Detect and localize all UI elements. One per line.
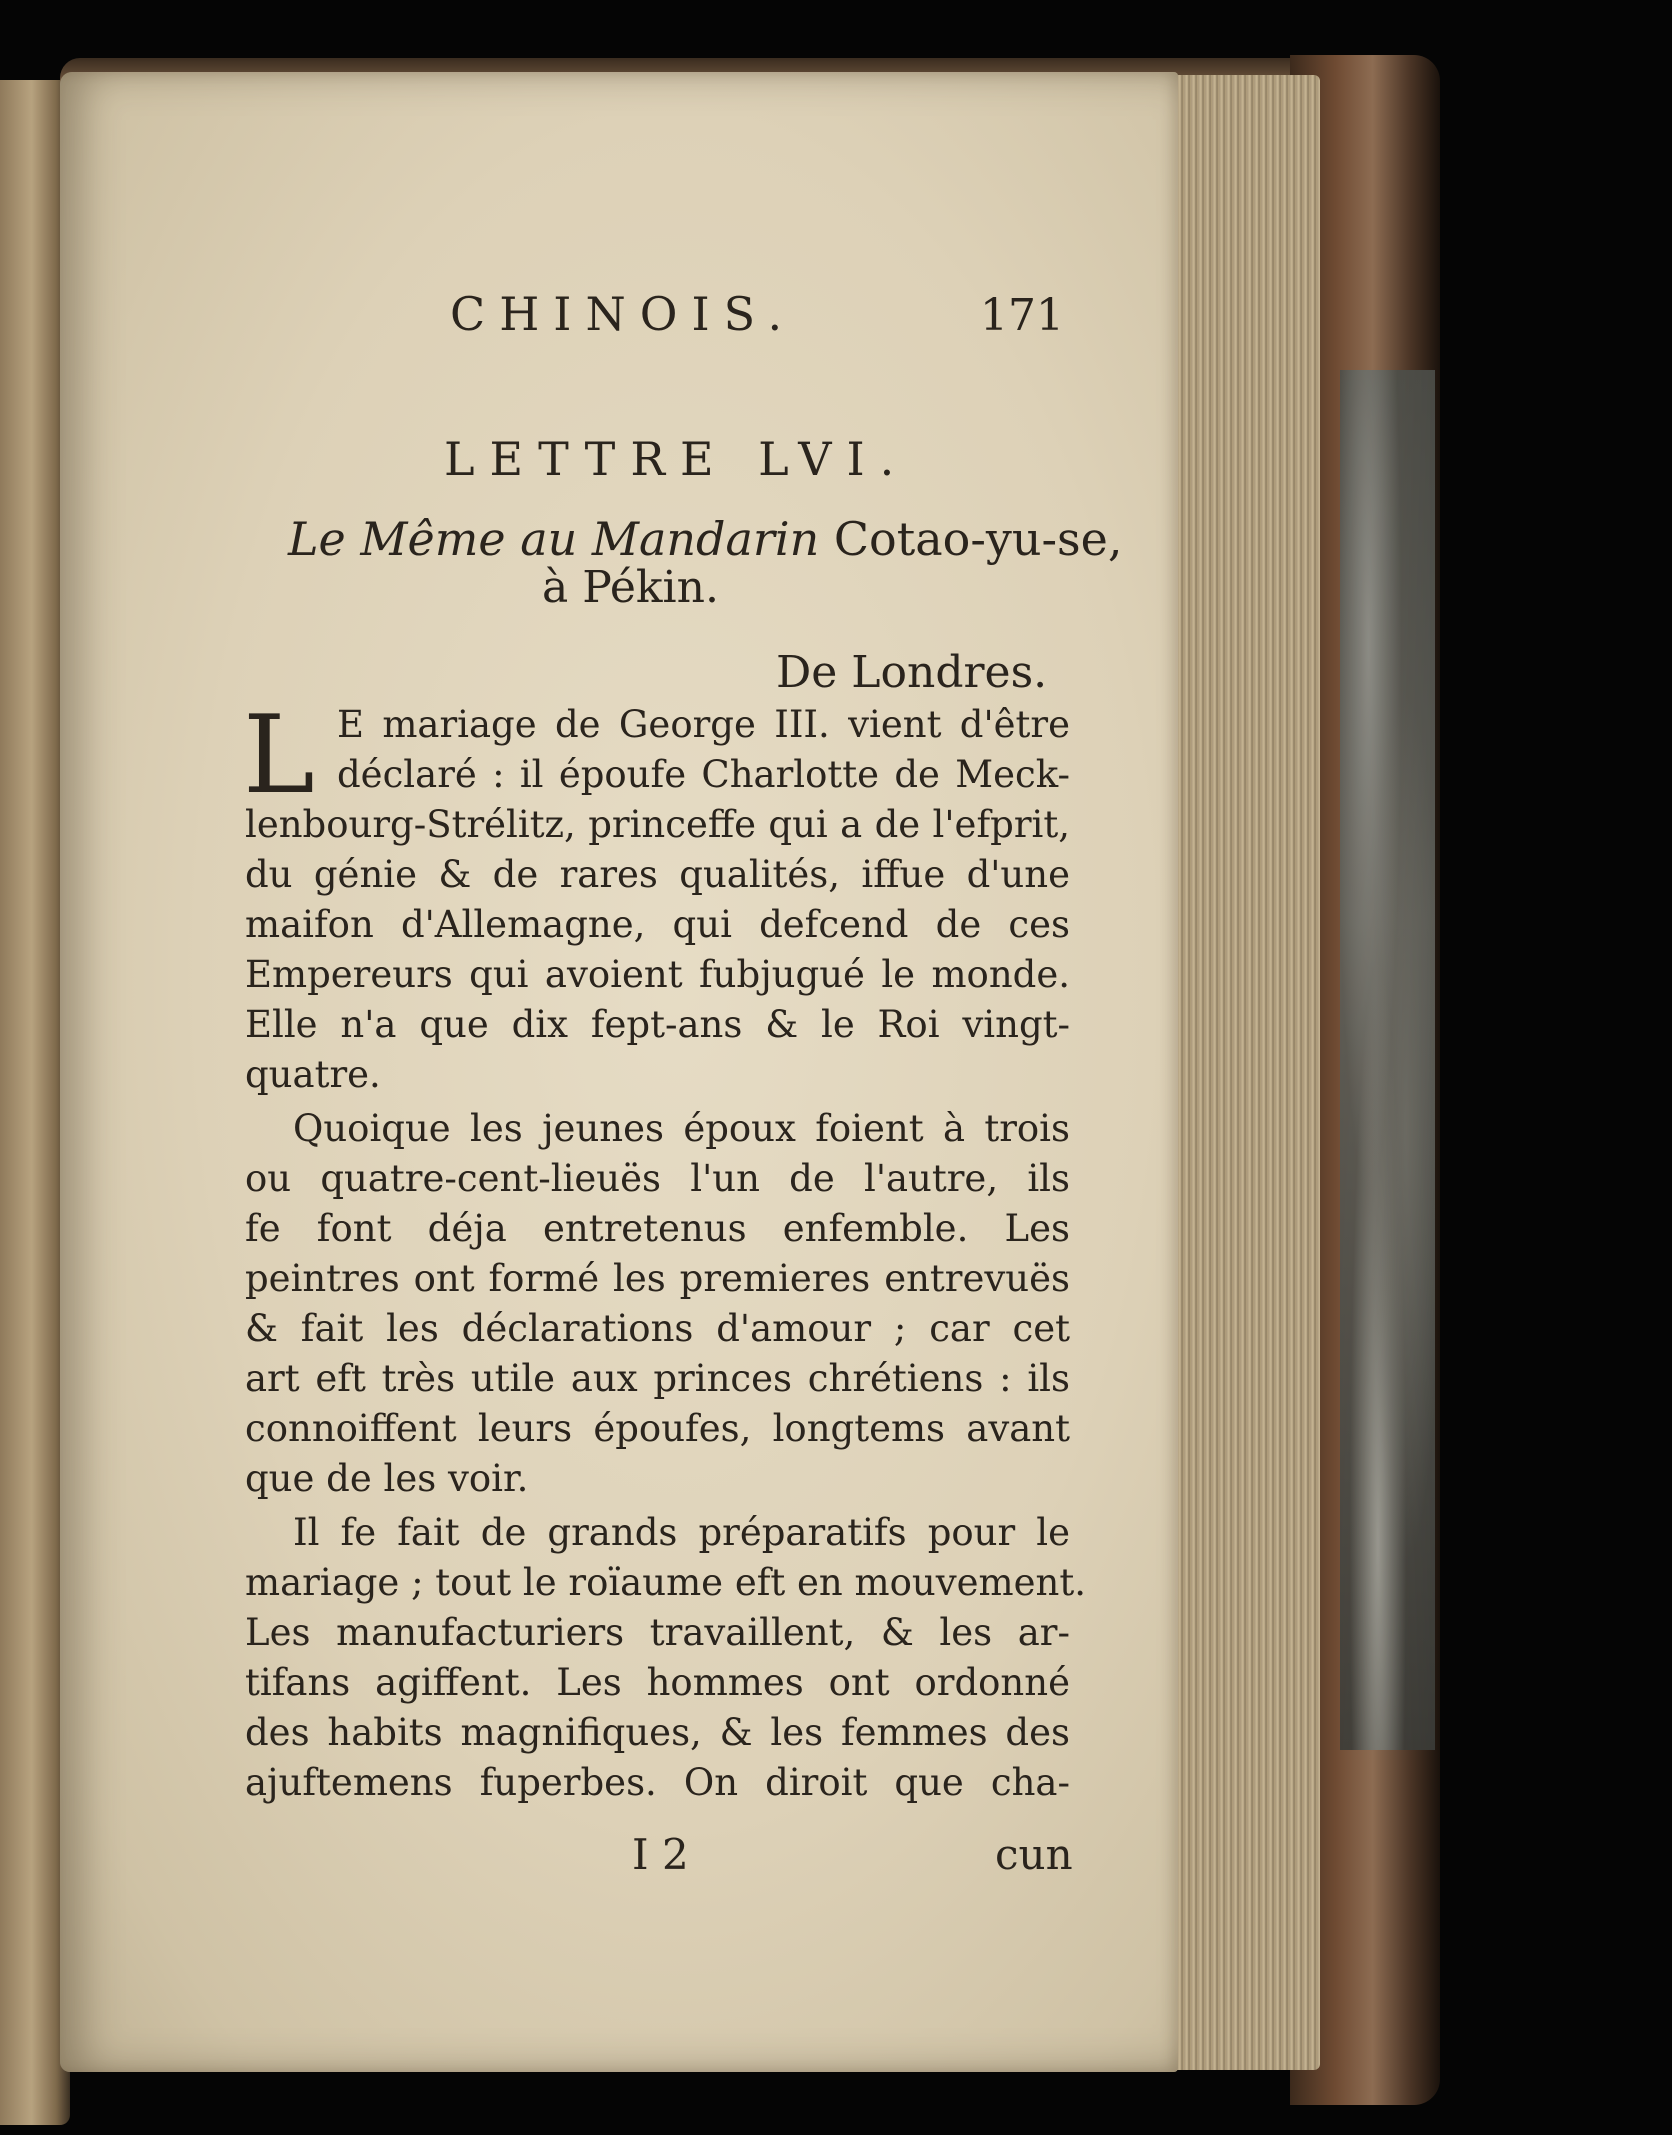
text-line: quatre. (245, 1053, 381, 1096)
paragraph-1 (243, 693, 1070, 1100)
signature-mark: I 2 (632, 1830, 689, 1879)
text-line: tifans agiffent. Les hommes ont ordonné (245, 1661, 1070, 1704)
address-recipient-name: Cotao-yu-se, (833, 512, 1123, 566)
book-page (60, 72, 1178, 2072)
letter-body (243, 693, 1086, 1808)
text-line: lenbourg-Strélitz, princeffe qui a de l'efprit, (245, 803, 1070, 846)
text-line: des habits magnifiques, & les femmes des (245, 1711, 1070, 1754)
letter-title: LETTRE LVI. (444, 432, 910, 486)
address-recipient-title: Mandarin (591, 512, 820, 566)
text-line: art eft très utile aux princes chrétiens : ils (245, 1357, 1070, 1400)
text-line: mariage ; tout le roïaume eft en mouvement. (245, 1561, 1086, 1604)
dateline: De Londres. (776, 647, 1048, 698)
text-line: Il fe fait de grands préparatifs pour le (293, 1511, 1070, 1554)
text-line: maifon d'Allemagne, qui defcend de ces (245, 903, 1070, 946)
paragraph-3 (245, 1508, 1086, 1808)
text-line: Les manufacturiers travaillent, & les ar- (245, 1611, 1070, 1654)
text-line: ajuftemens fuperbes. On diroit que cha- (245, 1761, 1070, 1804)
text-line: du génie & de rares qualités, iffue d'une (245, 853, 1070, 896)
drop-cap: L (243, 693, 315, 818)
page-block-edges (1170, 75, 1320, 2070)
marbled-board (1340, 370, 1435, 1750)
text-line: fe font déja entretenus enfemble. Les (245, 1207, 1070, 1250)
address-sender: Le Même (288, 512, 506, 566)
text-line: Quoique les jeunes époux foient à trois (293, 1107, 1070, 1150)
page-number: 171 (980, 290, 1064, 341)
paragraph-2 (245, 1104, 1070, 1504)
text-line: peintres ont formé les premieres entrevuës (245, 1257, 1070, 1300)
address-au: au (520, 512, 578, 566)
text-line: déclaré : il époufe Charlotte de Meck- (337, 753, 1070, 796)
text-line: ou quatre-cent-lieuës l'un de l'autre, ils (245, 1157, 1070, 1200)
text-line: & fait les déclarations d'amour ; car cet (245, 1307, 1070, 1350)
text-line: connoiffent leurs époufes, longtems avant (245, 1407, 1070, 1450)
catchword: cun (995, 1830, 1073, 1879)
text-line: E mariage de George III. vient d'être (337, 703, 1070, 746)
running-title: CHINOIS. (450, 287, 797, 341)
letter-address (288, 512, 1123, 566)
address-place: à Pékin. (542, 562, 719, 613)
text-line: Elle n'a que dix fept-ans & le Roi vingt- (245, 1003, 1070, 1046)
text-line: que de les voir. (245, 1457, 529, 1500)
text-line: Empereurs qui avoient fubjugué le monde. (245, 953, 1070, 996)
